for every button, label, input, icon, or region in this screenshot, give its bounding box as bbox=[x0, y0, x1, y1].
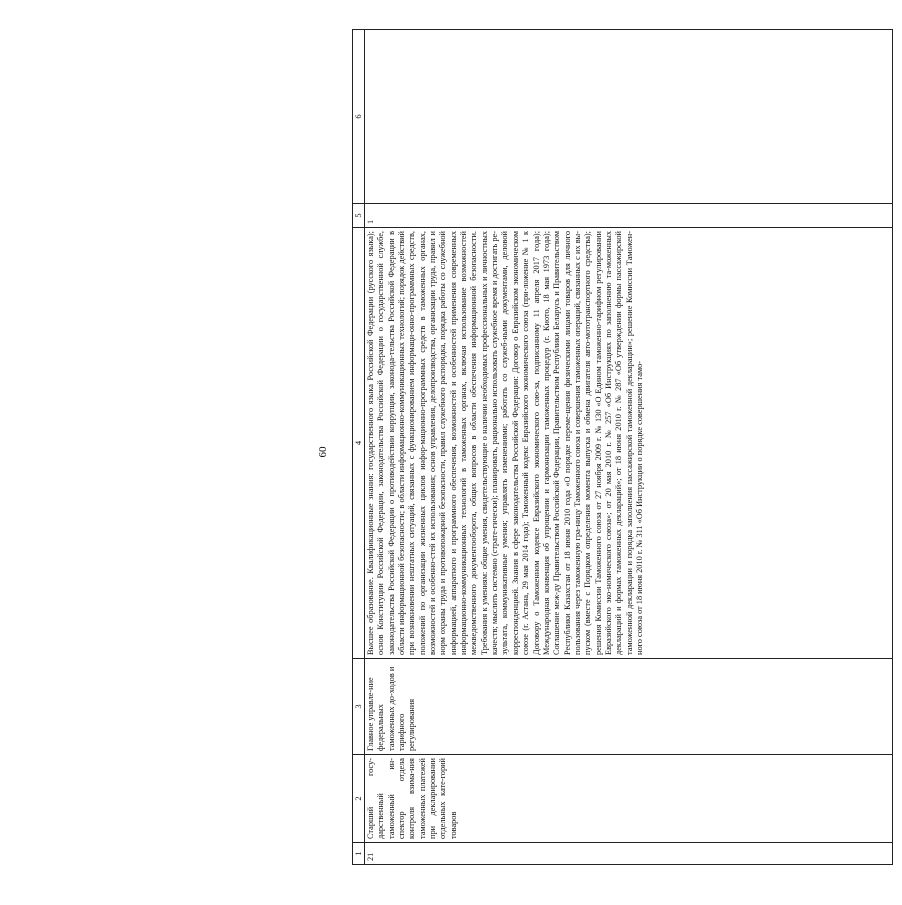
header-cell: 5 bbox=[353, 204, 365, 228]
table-row bbox=[365, 30, 893, 865]
column-5-cell: 1 bbox=[365, 204, 893, 228]
header-cell: 1 bbox=[353, 843, 365, 865]
department-cell: Главное управле-ние федеральных таможенных до-ходов и тарифного регулирования bbox=[365, 659, 893, 755]
header-cell: 2 bbox=[353, 755, 365, 843]
page-number: 60 bbox=[317, 446, 329, 458]
requirements-cell: Высшее образование. Квалификационные знания: государственного языка Российской Федерации (русского языка); основ Конституции Российской Федерации, законодательства Российской Федерации о государственной службе, законодательства Российской Федерации о противодействии коррупции, законода-тельства Российской Федерации в области информационной безопасности; в области информационно-коммуникационных технологий; порядок действий при возникновении нештатных ситуаций, связанных с функционированием информаци-онно-программных средств, положений по организации жизненных циклов инфор-мационно-программных средств в таможенных органах, возможностей и особенно-стей их использования; основ управления, делопроизводства, организации труда, правил и норм охраны труда и противопожарной безопасности, правил служебного распорядка, порядка работы со служебной информацией, аппаратного и программного обеспечения, возможностей и особенностей применения современных информационно-коммуникационных технологий в таможенных органах, включая использование возможностей межведомственного документооборота, общих вопросов в области обеспечения информационной безопасности. Требования к умениям: общие умения, свидетельствующие о наличии необходимых профессиональных и личностных качеств; мыслить системно (страте-гически); планировать, рационально использовать служебное время и достигать ре-зультата, коммуникативные умения; управлять изменениями; работать со служеб-ными документами, деловой корреспонденцией. Знания в сфере законодательства Российской Федерации: Договор о Евразийском экономическом союзе (г. Астана, 29 мая 2014 года); Таможенный кодекс Евразийского экономического союза (при-ложение № 1 к Договору о Таможенном кодексе Евразийского экономического сою-за, подписанному 11 апреля 2017 года); Международная конвенция об упрощении и гармонизации таможенных процедур (г. Киото, 18 мая 1973 года); Соглашение меж-ду Правительством Российской Федерации, Правительством Республики Беларусь и Правительством Республики Казахстан от 18 июня 2010 года «О порядке переме-щения физическими лицами товаров для личного пользования через таможенную гра-ницу Таможенного союза и совершения таможенных операций, связанных с их вы-пуском (вместе с Порядком определения момента выпуска и обмена двигателя авто-мототранспортного средства); решения Комиссии Таможенного союза от 27 ноября 2009 г. № 130 «О Едином таможенно-тарифном регулировании Евразийского эко-номического союза»; от 20 мая 2010 г. № 257 «Об Инструкциях по заполнению та-моженных деклараций и формах таможенных деклараций»; от 18 июня 2010 г. № 287 «Об утверждении формы пассажирской таможенной декларации и порядка заполнения пассажирской таможенной декларации»; решение Комиссии Таможен-ного союза от 18 июня 2010 г. № 311 «Об Инструкции о порядке совершения тамо- bbox=[365, 228, 893, 659]
rotated-table-container bbox=[352, 30, 902, 865]
header-cell: 3 bbox=[353, 659, 365, 755]
positions-table bbox=[352, 29, 893, 865]
column-6-cell bbox=[365, 30, 893, 204]
header-row bbox=[353, 30, 365, 865]
position-title-cell: Старший госу-дарственный таможенный ин-спектор отдела контроля взима-ния таможенных платежей при декларировании отдельных кате-горий товаров bbox=[365, 755, 893, 843]
row-number-cell: 21 bbox=[365, 843, 893, 865]
header-cell: 4 bbox=[353, 228, 365, 659]
header-cell: 6 bbox=[353, 30, 365, 204]
